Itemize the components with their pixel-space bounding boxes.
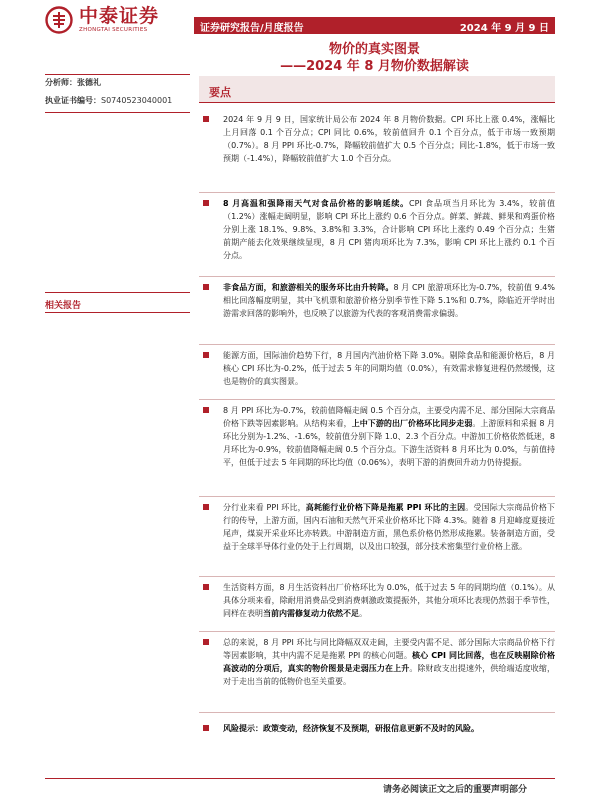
key-point-text: 分行业来看 PPI 环比，高耗能行业价格下降是拖累 PPI 环比的主因。受国际大宗商品价格下行的传导，上游方面，国内石油和天然气开采业价格环比下降 4.3%。随着 8 月迎峰度夏接近尾声，煤炭开采业环比亦转跌。中游制造方面，黑色系价格仍然形成拖累。装备制造方面，受益于全球半导体行业仍处于上行周期，以及出口较强，部分技术密集型行业价格上涨。 [223,503,555,551]
related-top-rule [45,292,190,293]
key-point-item [203,404,555,469]
footer-rule [45,778,555,779]
bullet-square-icon [203,116,209,122]
key-point-text: 总的来说，8 月 PPI 环比与同比降幅双双走阔，主要受内需不足、部分国际大宗商品价格下行等因素影响，其中内需不足是拖累 PPI 的核心问题。核心 CPI 同比回落，也在反映剔除价格高波动的分项后，真实的物价图景是走弱压力在上升。除财政支出提速外，供给端适度收缩，对于走出当前的低物价也至关重要。 [223,638,556,686]
header-bar [194,17,555,34]
key-point-text: 2024 年 9 月 9 日，国家统计局公布 2024 年 8 月物价数据。CPI 环比上涨 0.4%，涨幅比上月回落 0.1 个百分点；CPI 同比 0.6%，较前值回升 0.1 个百分点，低于市场一致预期（0.7%）。8 月 PPI 环比-0.7%，降幅较前值扩大 0.5 个百分点；同比-1.8%，低于市场一致预期（-1.4%），降幅较前值扩大 1.0 个百分点。 [223,115,555,163]
bullet-square-icon [203,407,209,413]
key-point-emphasis: 高耗能行业价格下降是拖累 PPI 环比的主因 [305,503,466,512]
key-point-item [203,281,555,320]
item-divider [199,631,555,632]
brand-logo-icon [45,6,73,34]
report-subtitle: ——2024 年 8 月物价数据解读 [280,59,469,74]
key-point-item [203,349,555,388]
key-points-title: 要点 [209,86,231,99]
bullet-square-icon [203,284,209,290]
item-divider [199,344,555,345]
key-point-emphasis: 当前内需修复动力依然不足 [263,609,359,618]
key-point-item [203,113,555,165]
key-point-text: 非食品方面，和旅游相关的服务环比由升转降。8 月 CPI 旅游项环比为-0.7%，较前值 9.4%相比回落幅度明显，其中飞机票和旅游价格分别季节性下降 5.1%和 0.7%，除临近开学时出游需求回落的影响外，也反映了以旅游为代表的客观消费需求偏弱。 [223,283,555,318]
related-reports-title: 相关报告 [45,301,82,311]
key-point-item [203,636,555,688]
brand-logo [45,4,159,36]
brand-name-en: ZHONGTAI SECURITIES [79,27,148,33]
key-point-text: 8 月 PPI 环比为-0.7%，较前值降幅走阔 0.5 个百分点，主要受内需不足、部分国际大宗商品价格下跌等因素影响。从结构来看，上中下游的出厂价格环比同步走弱。上游原料和采掘 8 月环比分别为-1.2%、-1.6%，较前值分别下降 1.0、2.3 个百分点。中游加工价格依然低迷，8 月环比为-0.9%，较前值降幅走阔 0.5 个百分点。下游生活资料 8 月环比为 0.0%，与前值持平，但低于过去 5 年同期的环比均值（0.06%），表明下游的消费回升动力仍待提振。 [223,406,556,467]
brand-name-cn: 中泰证券 [79,5,160,27]
item-divider [199,399,555,400]
item-divider [199,576,555,577]
key-point-lead: 8 月高温和强降雨天气对食品价格的影响延续。 [223,199,410,208]
item-divider [199,712,555,713]
license-label: 执业证书编号： [45,96,101,105]
related-bottom-rule [45,312,190,313]
bullet-square-icon [203,504,209,510]
sidebar-top-rule [45,74,190,75]
key-point-item [203,197,555,262]
analyst-label: 分析师： [45,78,77,87]
key-points-header [199,76,555,103]
license-info [45,95,172,106]
key-point-text: 8 月高温和强降雨天气对食品价格的影响延续。CPI 食品项当月环比为 3.4%，较前值（1.2%）涨幅走阔明显，影响 CPI 环比上涨约 0.6 个百分点。鲜菜、鲜蔬、鲜果和鸡蛋价格分别上涨 18.1%、9.8%、3.8%和 3.3%，合计影响 CPI 环比上涨约 0.49 个百分点；生猪前期产能去化效果继续显现，8 月 CPI 猪肉项环比为 7.3%，影响 CPI 环比上涨约 0.1 个百分点。 [223,199,555,260]
report-title: 物价的真实图景 [328,42,420,57]
key-point-text: 能源方面，国际油价趋势下行，8 月国内汽油价格下降 3.0%。剔除食品和能源价格后，8 月核心 CPI 环比为-0.2%，低于过去 5 年的同期均值（0.0%），有效需求修复进程仍然缓慢，这也是物价的真实图景。 [223,351,555,386]
bullet-square-icon [203,639,209,645]
key-point-item [203,501,555,553]
license-number: S0740523040001 [101,96,173,105]
report-date: 2024 年 9 月 9 日 [459,23,549,34]
item-divider [199,496,555,497]
analyst-info [45,77,101,88]
bullet-square-icon [203,725,209,731]
key-point-item [203,581,555,620]
key-point-emphasis: 上中下游的出厂价格环比同步走弱 [351,419,473,428]
footer-notice: 请务必阅读正文之后的重要声明部分 [383,785,528,795]
key-point-emphasis: 核心 CPI 同比回落，也在反映剔除价格高波动的分项后，真实的物价图景是走弱压力在上升 [223,651,555,673]
item-divider [199,276,555,277]
item-divider [199,192,555,193]
key-point-lead: 非食品方面，和旅游相关的服务环比由升转降。 [223,283,394,292]
key-point-text: 生活资料方面，8 月生活资料出厂价格环比为 0.0%，低于过去 5 年的同期均值（0.1%）。从具体分项来看，除耐用消费品受到消费刺激政策提振外，其他分项环比表现仍然弱于季节性，同样在表明当前内需修复动力依然不足。 [223,583,555,618]
bullet-square-icon [203,352,209,358]
bullet-square-icon [203,584,209,590]
key-point-text [223,722,555,735]
key-point-lead: 风险提示：政策变动，经济恢复不及预期，研报信息更新不及时的风险。 [223,724,479,733]
key-point-item [203,722,555,735]
analyst-name: 张德礼 [77,78,101,87]
report-category: 证券研究报告/月度报告 [200,23,304,34]
sidebar-info-rule [45,112,190,113]
bullet-square-icon [203,200,209,206]
